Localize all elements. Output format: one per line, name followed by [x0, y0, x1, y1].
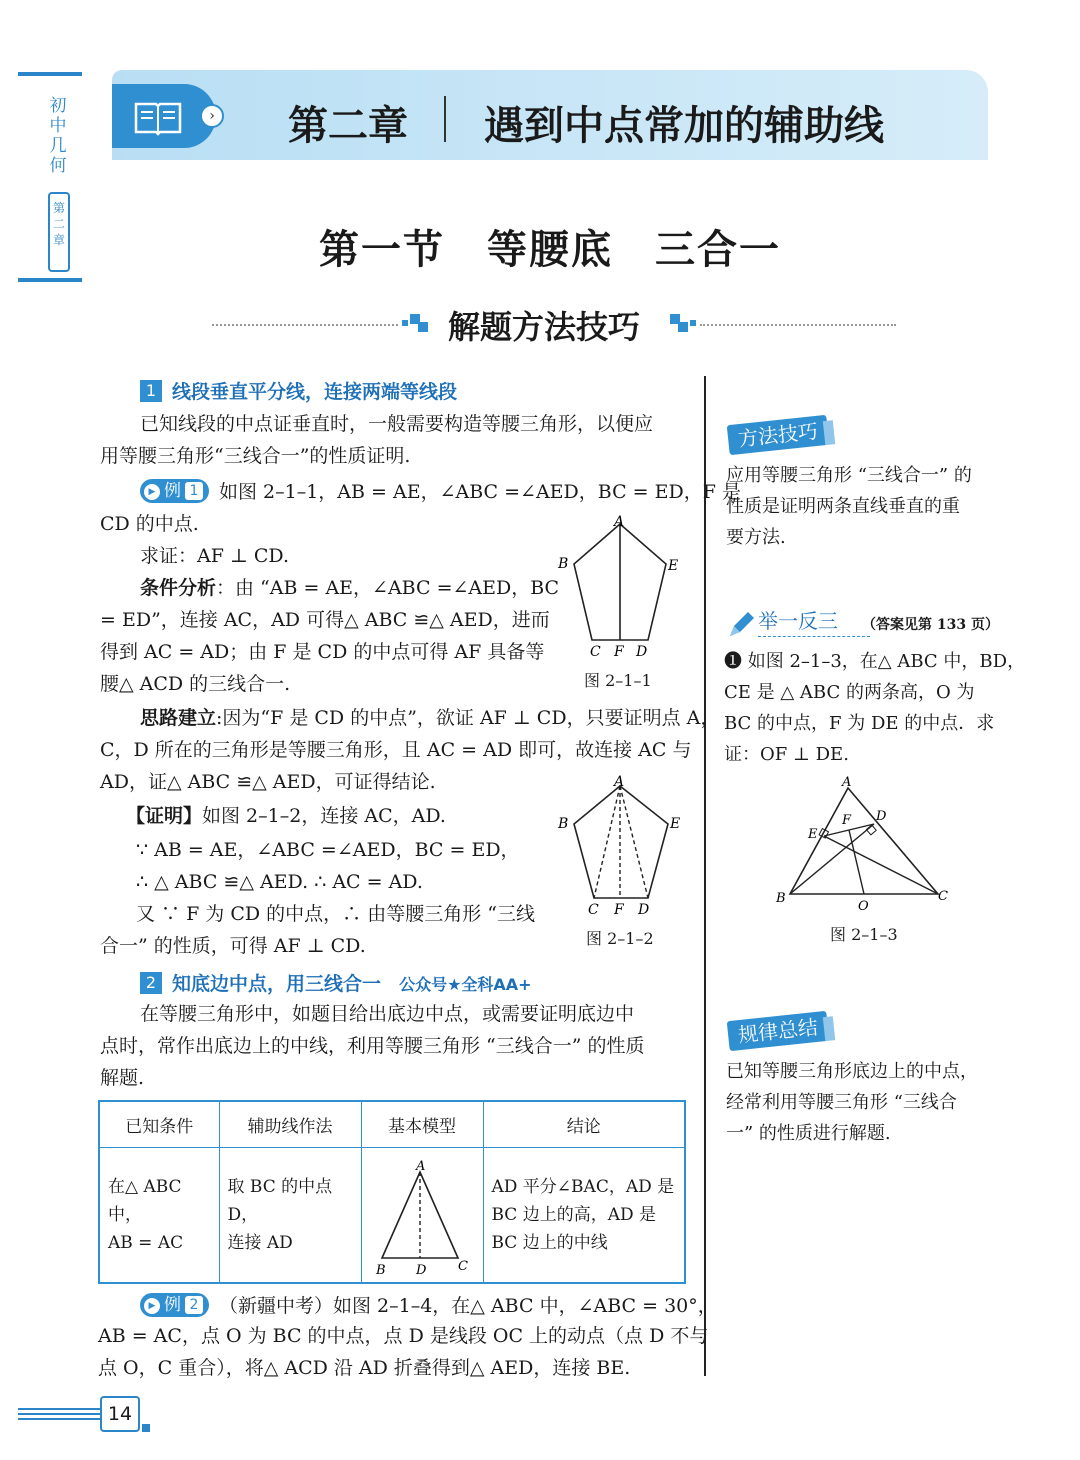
summary-line: 已知等腰三角形底边上的中点，	[726, 1061, 978, 1082]
method-table	[98, 1100, 686, 1284]
summary-line: 一” 的性质进行解题.	[726, 1123, 891, 1144]
proof-line: 合一” 的性质，可得 AF ⊥ CD.	[100, 935, 366, 957]
play-icon: ▶	[144, 1298, 160, 1314]
dashed-segment-ac	[594, 786, 620, 898]
deco-square	[678, 322, 688, 332]
vertex-label: D	[876, 809, 887, 824]
table-header-row	[99, 1101, 685, 1147]
altitude-ce	[824, 836, 938, 894]
practice-tag: 举一反三	[758, 609, 838, 633]
figure-2-1-2	[552, 772, 692, 922]
deco-square	[142, 1424, 150, 1432]
page-number: 14	[100, 1396, 140, 1432]
proof-label: 【证明】	[126, 805, 203, 827]
figure-caption: 图 2–1–3	[830, 925, 898, 944]
play-icon: ▶	[144, 484, 160, 500]
example-number: 1	[185, 482, 203, 500]
deco-square	[690, 320, 696, 326]
header-divider	[444, 96, 446, 142]
analysis-line: 得到 AC = AD；由 F 是 CD 的中点可得 AF 具备等	[100, 641, 545, 663]
vertex-label: A	[416, 1158, 426, 1174]
segment-of	[849, 830, 864, 894]
vertex-label: E	[668, 558, 679, 574]
part2-intro-line: 解题.	[100, 1067, 145, 1089]
idea-line	[140, 702, 719, 734]
idea-line: AD，证△ ABC ≌△ AED，可证得结论.	[100, 771, 436, 793]
table-cell-model	[361, 1147, 483, 1283]
vertex-label: F	[842, 813, 852, 828]
table-row	[99, 1147, 685, 1283]
practice-underline	[758, 636, 870, 637]
table-header: 已知条件	[99, 1101, 219, 1147]
vertex-label: A	[842, 775, 852, 790]
example2-text: （新疆中考）如图 2–1–4，在△ ABC 中，∠ABC = 30°，	[219, 1295, 717, 1317]
proof-line: ∵ AB = AE，∠ABC =∠AED，BC = ED，	[136, 839, 520, 861]
book-icon	[132, 98, 184, 136]
part2-number: 2	[140, 972, 162, 994]
figure-2-1-3	[770, 772, 960, 912]
vertex-label: B	[558, 816, 569, 832]
part1-heading	[140, 376, 457, 408]
method-heading: 解题方法技巧	[448, 308, 641, 346]
vertex-label: F	[614, 644, 624, 660]
side-bar-bottom	[18, 278, 82, 282]
isosceles-model-figure	[362, 1150, 482, 1280]
vertex-label: C	[588, 902, 599, 918]
chevron-right-icon: ›	[200, 104, 224, 128]
figure-caption: 图 2–1–2	[586, 929, 654, 948]
table-cell-condition: 在△ ABC 中， AB = AC	[99, 1147, 219, 1283]
vertex-label: E	[808, 827, 818, 842]
vertex-label: E	[670, 816, 681, 832]
part2-heading	[140, 968, 532, 1001]
watermark-text: 公众号★全科AA+	[399, 975, 532, 994]
table-header: 辅助线作法	[219, 1101, 361, 1147]
part2-intro-line: 点时，常作出底边上的中线，利用等腰三角形 “三线合一” 的性质	[100, 1035, 645, 1057]
footer-rule	[18, 1408, 102, 1422]
table-header: 基本模型	[361, 1101, 483, 1147]
side-chapter-badge: 第二章	[48, 192, 70, 272]
example1-line: CD 的中点.	[100, 513, 199, 535]
example2-line	[140, 1290, 717, 1322]
analysis-line: = ED”，连接 AC，AD 可得△ ABC ≌△ AED，进而	[100, 609, 550, 631]
part1-intro-line: 已知线段的中点证垂直时，一般需要构造等腰三角形，以便应	[140, 413, 654, 435]
proof-line	[126, 800, 446, 832]
dotted-rule-right	[700, 324, 896, 326]
dotted-rule-left	[212, 324, 398, 326]
vertex-label: B	[776, 891, 786, 906]
practice-answer-note: （答案见第 133 页）	[862, 617, 999, 633]
tip-line: 要方法.	[726, 527, 786, 548]
figure-caption: 图 2–1–1	[584, 671, 652, 690]
side-vertical-label: 初中几何	[49, 96, 67, 176]
proof-line: 又 ∵ F 为 CD 的中点，∴ 由等腰三角形 “三线	[136, 903, 535, 925]
example2-line: AB = AC，点 O 为 BC 的中点，点 D 是线段 OC 上的动点（点 D 不与	[98, 1325, 709, 1347]
section-title: 第一节 等腰底 三合一	[319, 226, 781, 273]
vertex-label: B	[376, 1262, 386, 1278]
part2-intro-line: 在等腰三角形中，如题目给出底边中点，或需要证明底边中	[140, 1003, 635, 1025]
example1-badge	[140, 479, 209, 503]
practice-line: 证：OF ⊥ DE.	[724, 744, 849, 765]
summary-tag: 规律总结	[727, 1011, 830, 1051]
part1-intro-line: 用等腰三角形“三线合一”的性质证明.	[100, 445, 411, 467]
example1-text: 如图 2–1–1，AB = AE，∠ABC =∠AED，BC = ED，F 是	[219, 481, 741, 503]
chapter-label: 第二章	[288, 103, 408, 149]
example2-badge	[140, 1293, 209, 1317]
example-label: 例	[164, 1295, 181, 1315]
vertex-label: C	[590, 644, 601, 660]
tip-line: 性质是证明两条直线垂直的重	[726, 496, 960, 517]
vertex-label: D	[416, 1262, 427, 1278]
pentagon-shape	[574, 786, 668, 898]
vertex-label: O	[858, 899, 869, 912]
analysis-line	[140, 572, 559, 604]
vertex-label: C	[458, 1258, 468, 1274]
vertex-label: A	[614, 514, 625, 530]
vertex-label: C	[938, 889, 948, 904]
side-bar-top	[18, 72, 82, 76]
table-cell-method: 取 BC 的中点 D， 连接 AD	[219, 1147, 361, 1283]
practice-line: CE 是 △ ABC 的两条高，O 为	[724, 682, 975, 703]
pencil-icon	[726, 610, 756, 640]
vertex-label: D	[636, 644, 648, 660]
proof-line: ∴ △ ABC ≌△ AED. ∴ AC = AD.	[136, 871, 423, 893]
example2-line: 点 O，C 重合），将△ ACD 沿 AD 折叠得到△ AED，连接 BE.	[98, 1357, 631, 1379]
vertex-label: A	[614, 774, 625, 790]
vertex-label: F	[614, 902, 624, 918]
chapter-title: 遇到中点常加的辅助线	[484, 103, 884, 149]
table-cell-conclusion: AD 平分∠BAC，AD 是 BC 边上的高，AD 是 BC 边上的中线	[483, 1147, 685, 1283]
part2-title: 知底边中点，用三线合一	[172, 973, 382, 995]
example-label: 例	[164, 481, 181, 501]
table-header: 结论	[483, 1101, 685, 1147]
analysis-text: ：由 “AB = AE，∠ABC =∠AED，BC	[216, 577, 560, 599]
deco-square	[402, 320, 408, 326]
column-divider	[704, 376, 706, 1376]
tip-line: 应用等腰三角形 “三线合一” 的	[726, 465, 972, 486]
part1-number: 1	[140, 380, 162, 402]
practice-line: ❶ 如图 2–1–3，在△ ABC 中，BD，	[724, 651, 1026, 672]
example1-line	[140, 476, 741, 508]
idea-line: C，D 所在的三角形是等腰三角形，且 AC = AD 即可，故连接 AC 与	[100, 739, 692, 761]
summary-line: 经常利用等腰三角形 “三线合	[726, 1092, 957, 1113]
idea-label: 思路建立	[140, 707, 217, 729]
prove-statement: 求证：AF ⊥ CD.	[140, 545, 289, 567]
analysis-label: 条件分析	[140, 577, 217, 599]
practice-line: BC 的中点，F 为 DE 的中点．求	[724, 713, 995, 734]
vertex-label: B	[558, 556, 569, 572]
example-number: 2	[185, 1296, 203, 1314]
deco-square	[418, 322, 428, 332]
figure-2-1-1	[552, 512, 692, 662]
analysis-line: 腰△ ACD 的三线合一.	[100, 673, 291, 695]
tip-tag: 方法技巧	[727, 415, 830, 455]
part1-title: 线段垂直平分线，连接两端等线段	[172, 381, 458, 403]
idea-text: :因为“F 是 CD 的中点”，欲证 AF ⊥ CD，只要证明点 A，	[216, 707, 720, 729]
vertex-label: D	[638, 902, 650, 918]
proof-text: 如图 2–1–2，连接 AC，AD.	[202, 805, 446, 827]
dashed-segment-ad	[620, 786, 648, 898]
